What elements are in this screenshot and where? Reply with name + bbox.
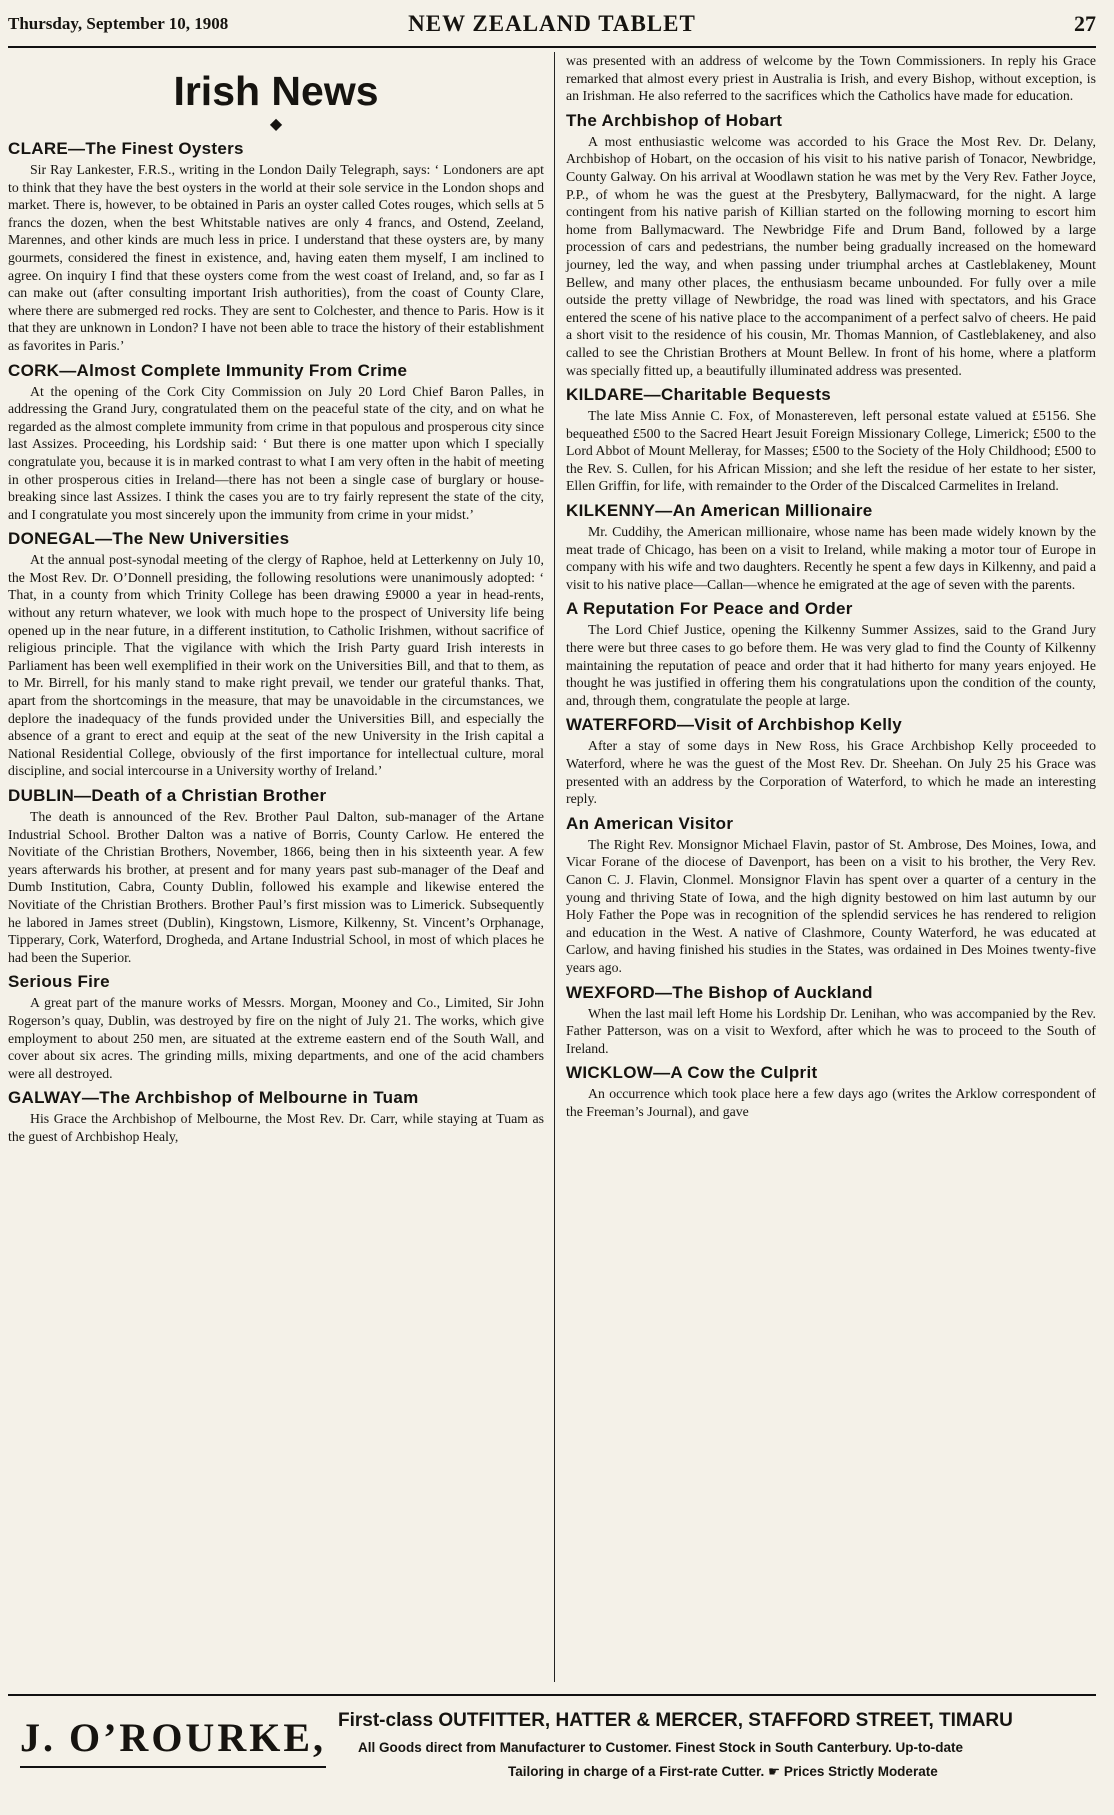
article-paragraph: was presented with an address of welcome by the Town Commissioners. In reply his Grace remarked that almost every priest in Australia is Irish, and every Bishop, without exception, is an Irishman. He also referred to the sacrifices which the Catholics have made for education. xyxy=(566,53,1096,104)
article-headline: CORK—Almost Complete Immunity From Crime xyxy=(8,360,408,380)
advertisement xyxy=(8,1694,1096,1806)
article-paragraph: When the last mail left Home his Lordship Dr. Lenihan, who was accompanied by the Rev. Father Patterson, was on a visit to Wexford, after which he was to proceed to the South of Ireland. xyxy=(566,1005,1096,1056)
advert-line-2: All Goods direct from Manufacturer to Customer. Finest Stock in South Canterbury. Up-to-date xyxy=(358,1740,964,1755)
article-paragraph: The Lord Chief Justice, opening the Kilkenny Summer Assizes, said to the Grand Jury there were but three cases to go before them. He was very glad to find the County of Kilkenny maintaining the reputation of peace and order that it had hitherto for many years enjoyed. He thought he was justified in offering them his congratulations upon the condition of the county, and, through them, congratulate the people at large. xyxy=(566,622,1096,708)
article xyxy=(8,972,544,1082)
article-paragraph: After a stay of some days in New Ross, his Grace Archbishop Kelly proceeded to Waterford, where he was the guest of the Most Rev. Dr. Sheehan. On July 25 his Grace was presented with an address by the Corporation of Waterford, to which he made an interesting reply. xyxy=(566,738,1096,807)
advert-brand: J. O’ROURKE, xyxy=(20,1715,326,1760)
article xyxy=(566,385,1096,495)
article xyxy=(566,715,1096,807)
masthead xyxy=(8,6,1096,48)
article-paragraph: At the opening of the Cork City Commission on July 20 Lord Chief Baron Palles, in addressing the Grand Jury, congratulated them on the peaceful state of the city, and on what he regarded as the almost complete immunity from crime in that populous and prosperous city since last Assizes. Proceeding, his Lordship said: ‘ But there is one matter upon which I specially congratulate you, because it is in marked contrast to what I am very often in the habit of meeting in other prosperous cities in Ireland—there has not been a single case of burglary or house-breaking since last Assizes. I think the cases you are to try fairly represent the state of the city, and I congratulate you most sincerely upon the immunity from crime in your midst.’ xyxy=(8,383,544,522)
article-headline: Serious Fire xyxy=(8,972,110,992)
article-paragraph: A most enthusiastic welcome was accorded to his Grace the Most Rev. Dr. Delany, Archbishop of Hobart, on the occasion of his visit to his native parish of Tonacor, Newbridge, County Galway. On his arrival at Woodlawn station he was met by the Very Rev. Father Joyce, P.P., of whom he was the guest at the Presbytery, Ballymacward, for the night. A large contingent from his native parish of Killian started on the following morning to escort him home from Ballymacward. The Newbridge Fife and Drum Band, followed by a large procession of cars and pedestrians, the number being gradually increased on the homeward journey, led the way, and when passing under triumphal arches at Castleblakeney, Mount Bellew, and many other places, the enthusiasm became unbounded. For fully over a mile outside the pretty village of Newbridge, the road was lined with spectators, and his Grace entered the scene of his native place to the accompaniment of a perfect salvo of cheers. He paid a short visit to the residence of his cousin, Mr. Thomas Mannion, of Castleblakeney, and also called to see the Christian Brothers at Mount Bellew. In front of his home, where a platform was specially fitted up, a beautifully illuminated address was presented. xyxy=(566,133,1096,378)
article-headline: KILKENNY—An American Millionaire xyxy=(566,501,873,521)
article-paragraph: An occurrence which took place here a few days ago (writes the Arklow correspondent of the Freeman’s Journal), and gave xyxy=(566,1086,1096,1119)
article-headline: WEXFORD—The Bishop of Auckland xyxy=(566,982,873,1002)
advert-brand-underline xyxy=(20,1766,326,1768)
article xyxy=(8,1088,544,1145)
page-number: 27 xyxy=(1074,11,1096,36)
article-headline: GALWAY—The Archbishop of Melbourne in Tuam xyxy=(8,1088,419,1108)
advert-line-3: Tailoring in charge of a First-rate Cutter. ☛ Prices Strictly Moderate xyxy=(508,1764,938,1779)
article-paragraph: Mr. Cuddihy, the American millionaire, whose name has been made widely known by the meat trade of Chicago, has been on a visit to Ireland, while making a motor tour of Europe in company with his wife and two daughters. Recently he spent a few days in Kilkenny, and paid a visit to his native place—Callan—whence he emigrated at the age of seven with the parents. xyxy=(566,524,1096,592)
article-paragraph: At the annual post-synodal meeting of the clergy of Raphoe, held at Letterkenny on July 10, the Most Rev. Dr. O’Donnell presiding, the following resolutions were unanimously adopted: ‘ That, in a county from which Trinity College has been drawing £9000 a year in head-rents, without any return whatever, we look with much hope to the prospect of University life being opened up in the near future, in a different institution, to Catholic Irishmen, without sacrifice of religious principle. That the vigilance with which the Irish Party guard Irish interests in Parliament has been well exemplified in their work on the Universities Bill, and that to them, as to Mr. Birrell, for his manly stand to make right prevail, we tender our grateful thanks. That, apart from the shortcomings in the measure, that may be unavoidable in the circumstances, we deplore the inadequacy of the funds provided under the Universities Bill, and especially the absence of a grant to erect and equip at the seat of the new University in the Irish capital a National Residential College, obviously of the first importance for intellectual culture, moral discipline, and social intercourse in a University worthy of Ireland.’ xyxy=(8,552,544,779)
right-column xyxy=(566,52,1096,1127)
article xyxy=(566,814,1096,977)
article-paragraph: A great part of the manure works of Messrs. Morgan, Mooney and Co., Limited, Sir John Rogerson’s quay, Dublin, was destroyed by fire on the night of July 21. The works, which give employment to about 250 men, are situated at the extreme eastern end of the South Wall, and cover about six acres. The grinding mills, mixing departments, and one of the acid chambers were all destroyed. xyxy=(8,995,544,1081)
article-headline: KILDARE—Charitable Bequests xyxy=(566,385,832,405)
article xyxy=(8,361,544,524)
article-paragraph: The late Miss Annie C. Fox, of Monastereven, left personal estate valued at £5156. She bequeathed £500 to the Sacred Heart Jesuit Foreign Missionary College, Limerick; £500 to the Lord Abbot of Mount Melleray, for Masses; £500 to the Society of the Holy Childhood; £500 to the Rev. S. Cullen, for his African Mission; and she left the residue of her estate to her sister, Ellen Griffin, for life, with remainder to the Order of the Discalced Carmelites in Ireland. xyxy=(566,408,1096,494)
article-paragraph: His Grace the Archbishop of Melbourne, the Most Rev. Dr. Carr, while staying at Tuam as the guest of Archbishop Healy, xyxy=(8,1111,544,1144)
article-paragraph: The Right Rev. Monsignor Michael Flavin, pastor of St. Ambrose, Des Moines, Iowa, and Vicar Forane of the diocese of Davenport, has been on a visit to his brother, the Very Rev. Canon C. J. Flavin, Clonmel. Monsignor Flavin has spent over a quarter of a century in the young and thriving State of Iowa, and the high dignity bestowed on him last autumn by our Holy Father the Pope was in recognition of the splendid services he has rendered to religion and education in the West. A native of Clashmore, County Waterford, he was educated at Carlow, and having finished his studies in the States, was ordained in Des Moines twenty-five years ago. xyxy=(566,836,1096,975)
advert-line-1: First-class OUTFITTER, HATTER & MERCER, STAFFORD STREET, TIMARU xyxy=(338,1710,1013,1731)
article-paragraph: Sir Ray Lankester, F.R.S., writing in the London Daily Telegraph, says: ‘ Londoners are apt to think that they have the best oysters in the world at their sole service in the London shops and market. There is, however, to be obtained in Paris an oyster called Cotes rouges, which sells at 5 francs the dozen, when the best Whitstable natives are only 4 francs, and Ostend, Zeeland, Marennes, and other kinds are much less in price. I understand that these oysters are, by many gourmets, considered the finest in existence, and, having eaten them myself, I am inclined to agree. On inquiry I find that these oysters come from the west coast of Ireland, and, so far as I can make out (after consulting important Irish authorities), from the coast of County Clare, where there are submerged red rocks. They are sent to Colchester, and thence to Paris. How is it that they are unknown in London? I have not been able to trace the history of their establishment as favorites in Paris.’ xyxy=(8,162,544,353)
article xyxy=(566,1063,1096,1120)
paper-title: NEW ZEALAND TABLET xyxy=(408,11,696,36)
article-paragraph: The death is announced of the Rev. Brother Paul Dalton, sub-manager of the Artane Industrial School. Brother Dalton was a native of Borris, County Carlow. He entered the Novitiate of the Christian Brothers, November, 1866, being then in his sixteenth year. A few years afterwards his brother, at present and for many years past sub-manager of the Deaf and Dumb Institution, Cabra, County Dublin, followed his example and likewise entered the Novitiate of the Christian Brothers. Brother Paul’s first mission was to Limerick. Subsequently he labored in James street (Dublin), Kingstown, Lismore, Kilkenny, St. Vincent’s Orphanage, Tipperary, Cork, Waterford, Drogheda, and Artane Industrial School, in most of which places he had been the Superior. xyxy=(8,809,544,965)
issue-date: Thursday, September 10, 1908 xyxy=(8,14,229,33)
article xyxy=(8,139,544,355)
article xyxy=(566,983,1096,1058)
article-headline: An American Visitor xyxy=(566,813,734,833)
left-column xyxy=(8,52,544,1152)
section-title: Irish News xyxy=(173,68,379,114)
article xyxy=(566,111,1096,379)
article-headline: DONEGAL—The New Universities xyxy=(8,529,290,549)
article xyxy=(8,529,544,780)
left-article-list xyxy=(8,139,544,1146)
article-headline: CLARE—The Finest Oysters xyxy=(8,139,244,158)
article-headline: WICKLOW—A Cow the Culprit xyxy=(566,1063,818,1083)
article-headline: A Reputation For Peace and Order xyxy=(566,599,853,619)
continued-article xyxy=(566,52,1096,105)
diamond-ornament-icon: ◆ xyxy=(269,116,283,133)
article xyxy=(566,599,1096,709)
article xyxy=(566,501,1096,593)
article xyxy=(8,786,544,966)
article-headline: DUBLIN—Death of a Christian Brother xyxy=(8,786,327,805)
right-article-list xyxy=(566,111,1096,1121)
article-headline: WATERFORD—Visit of Archbishop Kelly xyxy=(566,715,903,735)
column-divider xyxy=(554,52,555,1682)
article-headline: The Archbishop of Hobart xyxy=(566,110,783,130)
